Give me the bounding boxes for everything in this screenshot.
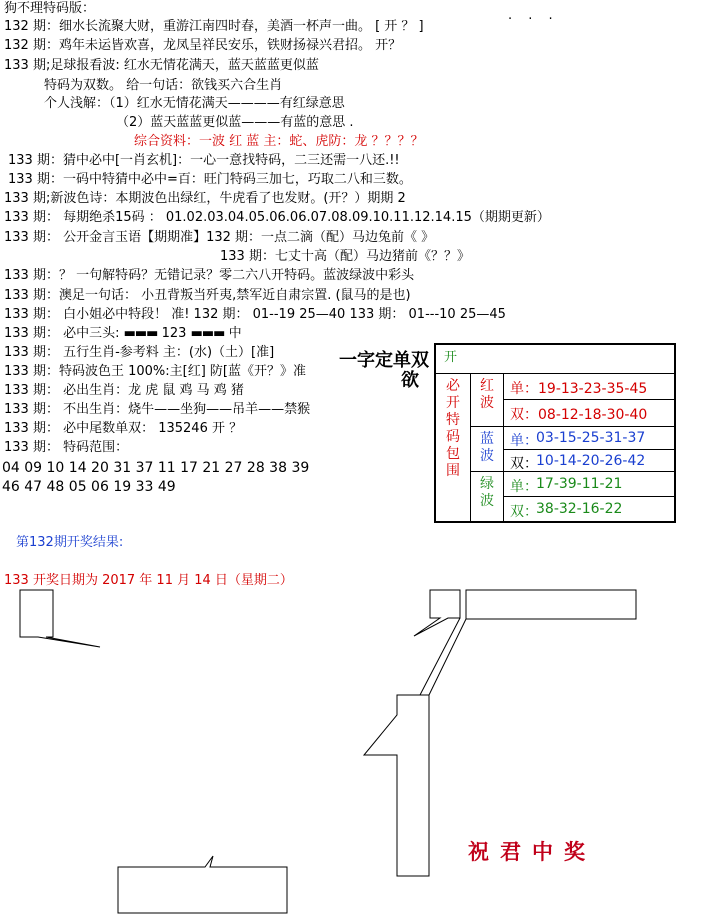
blue-double: 10-14-20-26-42: [536, 453, 646, 469]
line-personal-note-2: （2）蓝天蓝蓝更似蓝———有蓝的意思 .: [116, 115, 354, 130]
blue-single-cell: [503, 426, 675, 450]
table-left-col: [435, 373, 471, 522]
green-double: 38-32-16-22: [536, 501, 623, 517]
line-tail-odd-even: 133 期： 必中尾数单双： 135246 开 ？: [4, 421, 243, 436]
one-word-odd-even: [339, 351, 429, 391]
line-summary: 综合资料：一波 红 蓝 主：蛇、虎防：龙 ？？？？: [134, 134, 424, 149]
callout-box-bottom: [118, 856, 287, 913]
line-must-zodiac: 133 期： 必出生肖：龙 虎 鼠 鸡 马 鸡 猪: [4, 383, 244, 398]
one-word-second: 欲: [401, 370, 419, 391]
green-wave-label: 绿波: [480, 476, 494, 509]
red-single: 单：19-13-23-35-45: [510, 381, 648, 397]
table-header: 开: [444, 350, 458, 365]
green-double-cell: [503, 496, 675, 522]
line-three-heads: [4, 326, 242, 342]
three-heads-label: 133 期： 必中三头:: [4, 326, 120, 341]
draw-date: 133 开奖日期为 2017 年 11 月 14 日（星期二）: [4, 573, 293, 588]
red-double: 双：08-12-18-30-40: [510, 407, 648, 423]
one-word-line: 一字定单双: [339, 350, 429, 371]
callout-box-tall: [364, 695, 429, 876]
line-one-sentence: 133 期：？ 一句解特码？无错记录？零二六八开特码。蓝波绿波中彩头: [4, 268, 415, 283]
connector-line: [429, 619, 466, 695]
decorative-dots: · · ·: [508, 12, 559, 27]
bar-decoration: ▬▬▬: [190, 326, 225, 341]
blue-single: 03-15-25-31-37: [536, 430, 646, 446]
results-heading: 第132期开奖结果:: [16, 535, 124, 550]
line-guess-hit: 133 期：猜中必中[一肖玄机]：一心一意找特码，二三还需一八还.!!: [8, 153, 400, 168]
blue-wave-label: 蓝波: [480, 431, 494, 464]
line-wave-king: 133 期：特码波色王 100%:主[红] 防[蓝《开？》准: [4, 364, 306, 379]
callout-box-wide: [466, 590, 636, 619]
range-numbers-1: 04 09 10 14 20 31 37 11 17 21 27 28 38 39: [2, 460, 310, 476]
line-aus-football: 133 期：澳足一句话： 小丑背叛当歼夷,禁军近自肃宗置. (鼠马的是也): [4, 288, 411, 303]
line-wave-poem: 133 期;新波色诗：本期波色出绿红，牛虎看了也发财。(开？）期期 2: [4, 191, 406, 206]
line-five-elements: 133 期： 五行生肖-参考料 主：(水)（土）[准]: [4, 345, 275, 360]
range-numbers-2: 46 47 48 05 06 19 33 49: [2, 479, 176, 495]
red-double-cell: [503, 399, 675, 427]
callout-box-small: [414, 590, 460, 636]
line-range-label: 133 期： 特码范围：: [4, 440, 129, 455]
line-even-number: 特码为双数。 给一句话：欲钱买六合生肖: [44, 78, 283, 93]
line-133-football: 133 期;足球报看波: 红水无情花满天，蓝天蓝蓝更似蓝: [4, 58, 319, 73]
green-wave-cell: [470, 471, 504, 522]
blue-double-cell: [503, 449, 675, 472]
line-personal-note-1: 个人浅解：（1）红水无情花满天————有红绿意思: [44, 96, 345, 111]
line-white-lady: 133 期： 白小姐必中特段！ 准! 132 期： 01--19 25—40 133 期： 01---10 25—45: [4, 307, 506, 322]
line-one-code: 133 期：一码中特猜中必中=百：旺门特码三加七，巧取二八和三数。: [8, 172, 412, 187]
line-132-poem-2: 132 期：鸡年未运皆欢喜，龙凤呈祥民安乐，铁财扬禄兴君招。 开？: [4, 38, 402, 53]
bar-decoration: ▬▬▬: [123, 326, 158, 341]
green-single: 17-39-11-21: [536, 476, 623, 492]
blue-double-label: 双：: [510, 456, 538, 472]
line-no-zodiac: 133 期： 不出生肖：烧牛——坐狗——吊羊——禁猴: [4, 402, 311, 417]
page-title: 狗不理特码版：: [4, 1, 96, 16]
special-code-table: [434, 343, 676, 523]
result-placeholder-shapes: [0, 580, 720, 919]
blue-single-label: 单：: [510, 433, 538, 449]
line-golden-words: 133 期： 公开金言玉语【期期准】132 期：一点二滴（配）马边兔前《 》: [4, 230, 435, 245]
congratulations-text: 祝君中奖: [468, 839, 596, 864]
line-132-poem-1: 132 期：细水长流聚大财，重游江南四时春，美酒一杯声一曲。 [ 开 ？ ]: [4, 19, 424, 34]
red-wave-label: 红波: [480, 378, 494, 411]
three-heads-end: 中: [228, 326, 242, 341]
line-seven-ten: 133 期：七丈十高（配）马边猪前《？？》: [220, 249, 470, 264]
green-single-cell: [503, 471, 675, 497]
table-header-cell: [435, 344, 675, 374]
callout-box-left: [20, 590, 100, 647]
red-wave-cell: [470, 373, 504, 427]
red-single-cell: [503, 373, 675, 400]
green-double-label: 双：: [510, 504, 538, 520]
line-kill-15: 133 期： 每期绝杀15码 ： 01.02.03.04.05.06.06.07.08.09.10.11.12.14.15（期期更新）: [4, 210, 550, 225]
green-single-label: 单：: [510, 479, 538, 495]
blue-wave-cell: [470, 426, 504, 472]
must-open-label: 必开特码包围: [446, 378, 460, 479]
three-heads-value: 123: [161, 326, 187, 341]
